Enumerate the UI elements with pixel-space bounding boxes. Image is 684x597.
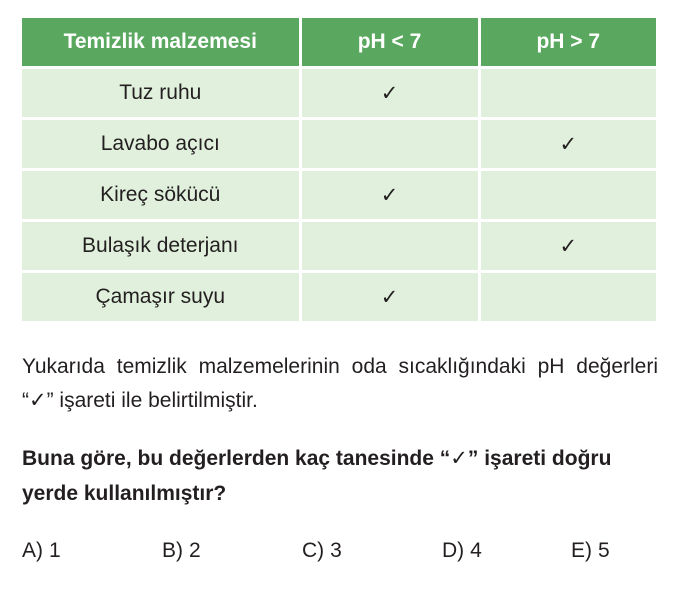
choice-d[interactable] bbox=[442, 539, 482, 563]
choice-letter: B) bbox=[162, 539, 183, 562]
table-header-row bbox=[22, 18, 656, 68]
choice-letter: E) bbox=[571, 539, 592, 562]
acid-check-cell bbox=[300, 119, 479, 170]
answer-choices bbox=[0, 539, 684, 569]
ph-table-container bbox=[22, 18, 656, 321]
choice-value: 5 bbox=[598, 539, 610, 562]
table-row bbox=[22, 221, 656, 272]
choice-value: 2 bbox=[189, 539, 201, 562]
base-check-cell: ✓ bbox=[479, 119, 656, 170]
acid-check-cell: ✓ bbox=[300, 170, 479, 221]
choice-letter: C) bbox=[302, 539, 325, 562]
choice-letter: A) bbox=[22, 539, 43, 562]
base-check-cell bbox=[479, 170, 656, 221]
table-row bbox=[22, 68, 656, 119]
choice-value: 4 bbox=[470, 539, 482, 562]
material-name: Lavabo açıcı bbox=[22, 119, 300, 170]
acid-check-cell: ✓ bbox=[300, 272, 479, 322]
choice-b[interactable] bbox=[162, 539, 201, 563]
base-check-cell: ✓ bbox=[479, 221, 656, 272]
info-paragraph: Yukarıda temizlik malzemelerinin oda sıcaklığındaki pH değerleri “✓” işareti ile belirtilmiştir. bbox=[22, 355, 658, 412]
choice-value: 1 bbox=[49, 539, 61, 562]
choice-letter: D) bbox=[442, 539, 465, 562]
question-text: Buna göre, bu değerlerden kaç tanesinde “✓” işareti doğru yerde kullanılmıştır? bbox=[22, 447, 612, 505]
header-ph-less-than-7: pH < 7 bbox=[300, 18, 479, 68]
choice-c[interactable] bbox=[302, 539, 342, 563]
table-row bbox=[22, 170, 656, 221]
choice-a[interactable] bbox=[22, 539, 61, 563]
header-cleaning-material: Temizlik malzemesi bbox=[22, 18, 300, 68]
table-row bbox=[22, 119, 656, 170]
choice-e[interactable] bbox=[571, 539, 610, 563]
material-name: Bulaşık deterjanı bbox=[22, 221, 300, 272]
table-row bbox=[22, 272, 656, 322]
base-check-cell bbox=[479, 272, 656, 322]
material-name: Tuz ruhu bbox=[22, 68, 300, 119]
acid-check-cell: ✓ bbox=[300, 68, 479, 119]
header-ph-greater-than-7: pH > 7 bbox=[479, 18, 656, 68]
material-name: Çamaşır suyu bbox=[22, 272, 300, 322]
choice-value: 3 bbox=[330, 539, 342, 562]
ph-table bbox=[22, 18, 656, 321]
acid-check-cell bbox=[300, 221, 479, 272]
material-name: Kireç sökücü bbox=[22, 170, 300, 221]
base-check-cell bbox=[479, 68, 656, 119]
